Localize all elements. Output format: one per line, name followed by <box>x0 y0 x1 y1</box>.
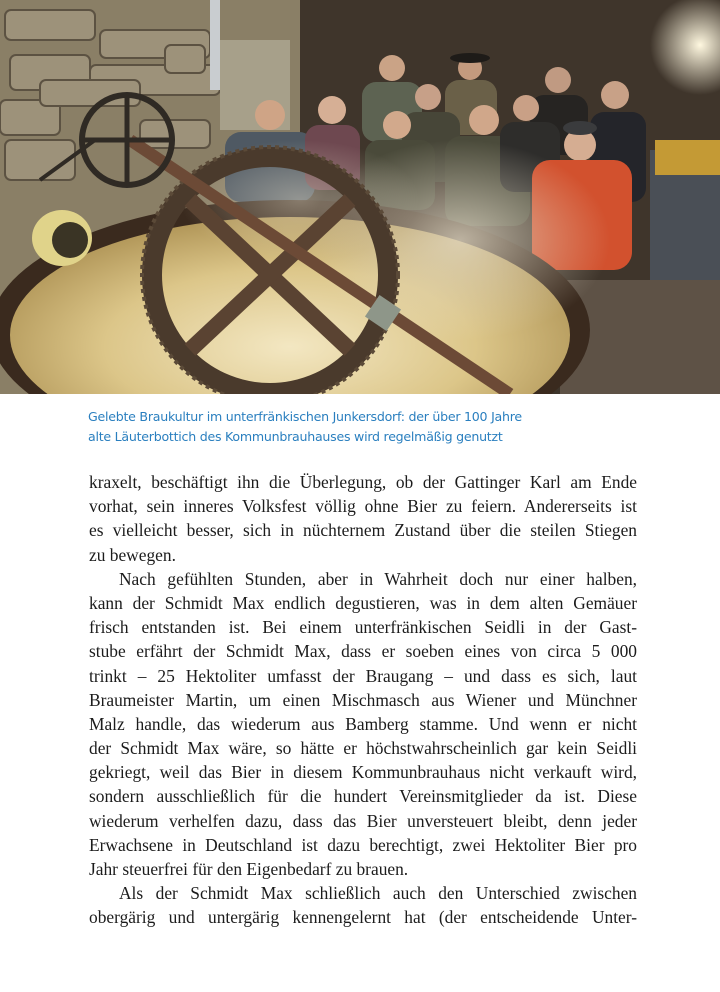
text-line: obergärig und untergärig kennengelernt hat (der entscheidende Unter- <box>89 907 637 928</box>
text-line: frisch entstanden ist. Bei einem unterfränkischen Seidli in der Gast- <box>89 617 637 638</box>
text-line: der Schmidt Max wäre, so hätte er höchstwahrscheinlich gar kein Seidli <box>89 738 637 759</box>
photo-caption <box>88 407 648 446</box>
text-line: gekriegt, weil das Bier in diesem Kommunbrauhaus nicht verkauft wird, <box>89 762 637 783</box>
text-line: es vielleicht besser, sich in nüchternem Zustand über die steilen Stiegen <box>89 520 637 541</box>
caption-line: Gelebte Braukultur im unterfränkischen Junkersdorf: der über 100 Jahre <box>88 409 522 424</box>
caption-line: alte Läuterbottich des Kommunbrauhauses wird regelmäßig genutzt <box>88 428 503 444</box>
brewery-photo <box>0 0 720 394</box>
text-line: kann der Schmidt Max endlich degustieren, was in dem alten Gemäuer <box>89 592 637 613</box>
paragraph-first-line: Als der Schmidt Max schließlich auch den Unterschied zwischen <box>119 883 637 904</box>
text-line: Braumeister Martin, um einen Mischmasch aus Wiener und Münchner <box>89 689 637 710</box>
text-line: zu bewegen. <box>89 544 176 565</box>
text-line: vorhat, sein inneres Volksfest völlig ohne Bier zu feiern. Andererseits ist <box>89 496 637 517</box>
text-line: stube erfährt der Schmidt Max, dass er soeben eines von circa 5 000 <box>89 641 637 662</box>
text-line: Malz handle, das wiederum aus Bamberg stamme. Und wenn er nicht <box>89 713 637 734</box>
paragraph-first-line: Nach gefühlten Stunden, aber in Wahrheit doch nur einer halben, <box>119 568 637 589</box>
text-line: Jahr steuerfrei für den Eigenbedarf zu brauen. <box>89 859 409 879</box>
text-line: wiederum verhelfen dazu, dass das Bier unversteuert bleibt, denn jeder <box>89 810 637 831</box>
text-line: Erwachsene in Deutschland ist dazu berechtigt, zwei Hektoliter Bier pro <box>89 834 637 855</box>
brewery-photo-illustration <box>0 0 720 394</box>
text-line: sondern ausschließlich für die hundert Vereinsmitglieder da ist. Diese <box>89 786 637 807</box>
text-line: kraxelt, beschäftigt ihn die Überlegung, ob der Gattinger Karl am Ende <box>89 472 637 492</box>
text-line: trinkt – 25 Hektoliter umfasst der Braugang – und dass es sich, laut <box>89 665 637 686</box>
body-text <box>89 470 637 930</box>
